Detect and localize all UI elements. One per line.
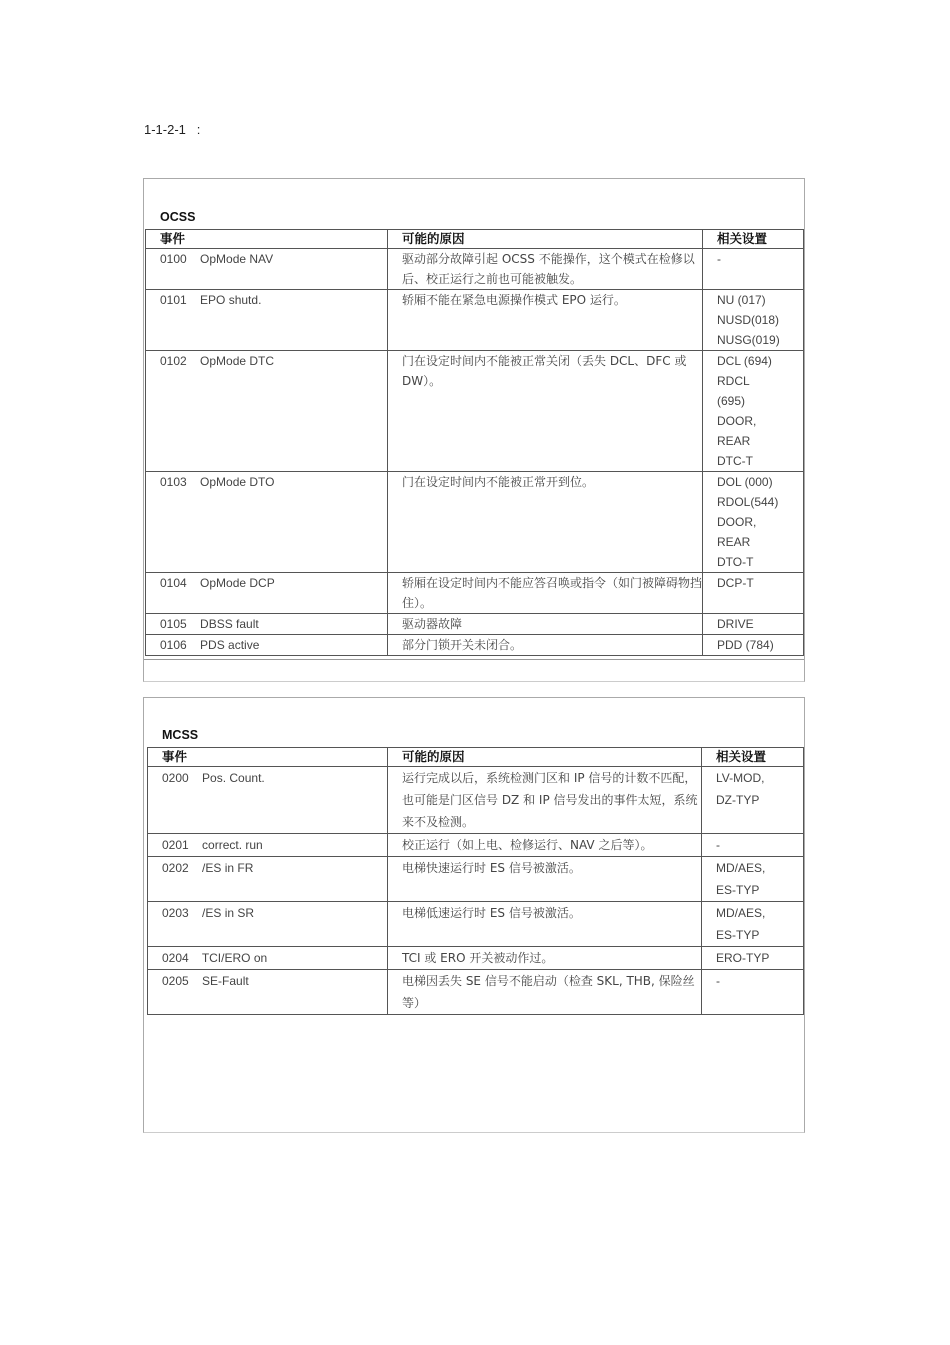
table-row xyxy=(146,635,804,656)
cause-cell: 轿厢在设定时间内不能应答召唤或指令（如门被障碍物挡住）。 xyxy=(388,573,703,614)
setting-cell: NU (017) NUSD(018) NUSG(019) xyxy=(703,290,804,351)
table-row xyxy=(148,947,804,970)
table-row xyxy=(146,614,804,635)
header-event: 事件 xyxy=(146,230,388,249)
setting-cell: DRIVE xyxy=(703,614,804,635)
event-cell: 0102 OpMode DTC xyxy=(146,351,388,472)
cause-cell: 轿厢不能在紧急电源操作模式 EPO 运行。 xyxy=(388,290,703,351)
header-setting: 相关设置 xyxy=(702,748,804,767)
table-row xyxy=(146,573,804,614)
cause-cell: 门在设定时间内不能被正常开到位。 xyxy=(388,472,703,573)
setting-cell: - xyxy=(702,970,804,1015)
cause-cell: 电梯因丢失 SE 信号不能启动（检查 SKL, THB, 保险丝等） xyxy=(388,970,702,1015)
table-row xyxy=(146,351,804,472)
ocss-title: OCSS xyxy=(160,210,196,224)
ocss-panel xyxy=(143,178,805,682)
setting-cell: PDD (784) xyxy=(703,635,804,656)
event-cell: 0203 /ES in SR xyxy=(148,902,388,947)
event-cell: 0106 PDS active xyxy=(146,635,388,656)
mcss-event-table xyxy=(147,747,804,1015)
section-heading: 1-1-2-1 : xyxy=(144,122,201,137)
cause-cell: 运行完成以后，系统检测门区和 IP 信号的计数不匹配，也可能是门区信号 DZ 和 IP 信号发出的事件太短，系统来不及检测。 xyxy=(388,767,702,834)
setting-cell: - xyxy=(702,834,804,857)
mcss-title: MCSS xyxy=(162,728,199,742)
table-row xyxy=(146,290,804,351)
setting-cell: DCL (694) RDCL (695) DOOR, REAR DTC-T xyxy=(703,351,804,472)
cause-cell: 门在设定时间内不能被正常关闭（丢失 DCL、DFC 或 DW）。 xyxy=(388,351,703,472)
cause-cell: 电梯快速运行时 ES 信号被激活。 xyxy=(388,857,702,902)
table-row xyxy=(146,249,804,290)
table-row xyxy=(148,767,804,834)
cause-cell: 驱动部分故障引起 OCSS 不能操作，这个模式在检修以后、校正运行之前也可能被触发。 xyxy=(388,249,703,290)
cause-cell: 部分门锁开关未闭合。 xyxy=(388,635,703,656)
table-header-row xyxy=(146,230,804,249)
table-row xyxy=(148,834,804,857)
cause-cell: TCI 或 ERO 开关被动作过。 xyxy=(388,947,702,970)
setting-cell: LV-MOD, DZ-TYP xyxy=(702,767,804,834)
cause-cell: 校正运行（如上电、检修运行、NAV 之后等）。 xyxy=(388,834,702,857)
table-row xyxy=(148,902,804,947)
ocss-bottom-rule xyxy=(144,659,804,660)
event-cell: 0104 OpMode DCP xyxy=(146,573,388,614)
event-cell: 0105 DBSS fault xyxy=(146,614,388,635)
setting-cell: MD/AES, ES-TYP xyxy=(702,857,804,902)
event-cell: 0103 OpMode DTO xyxy=(146,472,388,573)
header-setting: 相关设置 xyxy=(703,230,804,249)
cause-cell: 驱动器故障 xyxy=(388,614,703,635)
event-cell: 0204 TCI/ERO on xyxy=(148,947,388,970)
table-header-row xyxy=(148,748,804,767)
setting-cell: DOL (000) RDOL(544) DOOR, REAR DTO-T xyxy=(703,472,804,573)
event-cell: 0200 Pos. Count. xyxy=(148,767,388,834)
event-cell: 0202 /ES in FR xyxy=(148,857,388,902)
table-row xyxy=(146,472,804,573)
header-event: 事件 xyxy=(148,748,388,767)
cause-cell: 电梯低速运行时 ES 信号被激活。 xyxy=(388,902,702,947)
header-cause: 可能的原因 xyxy=(388,230,703,249)
event-cell: 0100 OpMode NAV xyxy=(146,249,388,290)
mcss-panel xyxy=(143,697,805,1133)
table-row xyxy=(148,857,804,902)
event-cell: 0201 correct. run xyxy=(148,834,388,857)
setting-cell: - xyxy=(703,249,804,290)
event-cell: 0205 SE-Fault xyxy=(148,970,388,1015)
event-cell: 0101 EPO shutd. xyxy=(146,290,388,351)
setting-cell: MD/AES, ES-TYP xyxy=(702,902,804,947)
table-row xyxy=(148,970,804,1015)
ocss-event-table xyxy=(145,229,804,656)
setting-cell: ERO-TYP xyxy=(702,947,804,970)
header-cause: 可能的原因 xyxy=(388,748,702,767)
setting-cell: DCP-T xyxy=(703,573,804,614)
